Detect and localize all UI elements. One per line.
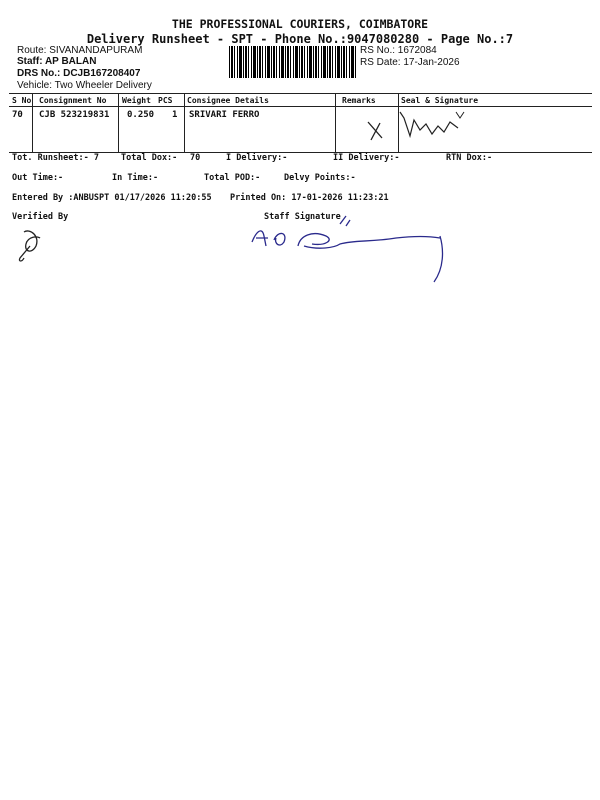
in-time: In Time:- <box>112 173 159 183</box>
vehicle-label: Vehicle: Two Wheeler Delivery <box>17 80 152 91</box>
verified-by-signature <box>19 231 40 261</box>
printed-on: Printed On: 17-01-2026 11:23:21 <box>230 193 389 203</box>
ii-delivery: II Delivery:- <box>333 153 400 163</box>
header-pcs: PCS <box>158 96 173 105</box>
rtn-dox: RTN Dox:- <box>446 153 493 163</box>
route-label: Route: SIVANANDAPURAM <box>17 45 143 56</box>
header-weight: Weight <box>122 96 151 105</box>
rs-date: RS Date: 17-Jan-2026 <box>360 57 460 68</box>
staff-label: Staff: AP BALAN <box>17 56 97 67</box>
document-title: THE PROFESSIONAL COURIERS, COIMBATORE <box>171 17 429 31</box>
row-pcs: 1 <box>172 110 178 120</box>
out-time: Out Time:- <box>12 173 64 183</box>
header-seal-signature: Seal & Signature <box>401 96 479 105</box>
row-consignee: SRIVARI FERRO <box>189 110 260 120</box>
header-consignee-details: Consignee Details <box>187 96 269 105</box>
total-runsheet: Tot. Runsheet:- 7 <box>12 153 99 163</box>
header-consignment-no: Consignment No <box>39 96 107 105</box>
header-sno: S No <box>12 96 32 105</box>
row-consignment-no: CJB 523219831 <box>39 110 110 120</box>
row-weight: 0.250 <box>127 110 155 120</box>
verified-by-label: Verified By <box>12 212 69 222</box>
row-sno: 70 <box>12 110 23 120</box>
total-dox-label: Total Dox:- <box>121 153 178 163</box>
total-dox-value: 70 <box>190 153 201 163</box>
drs-number: DRS No.: DCJB167208407 <box>17 68 141 79</box>
staff-signature-label: Staff Signature <box>264 212 341 222</box>
delvy-points: Delvy Points:- <box>284 173 356 183</box>
staff-signature-balan <box>298 216 442 282</box>
entered-by: Entered By :ANBUSPT 01/17/2026 11:20:55 <box>12 193 212 203</box>
document-subtitle: Delivery Runsheet - SPT - Phone No.:9047080280 - Page No.:7 <box>86 32 514 46</box>
header-remarks: Remarks <box>342 96 376 105</box>
i-delivery: I Delivery:- <box>226 153 288 163</box>
staff-signature-ap <box>252 231 285 246</box>
rs-number: RS No.: 1672084 <box>360 45 437 56</box>
total-pod: Total POD:- <box>204 173 261 183</box>
